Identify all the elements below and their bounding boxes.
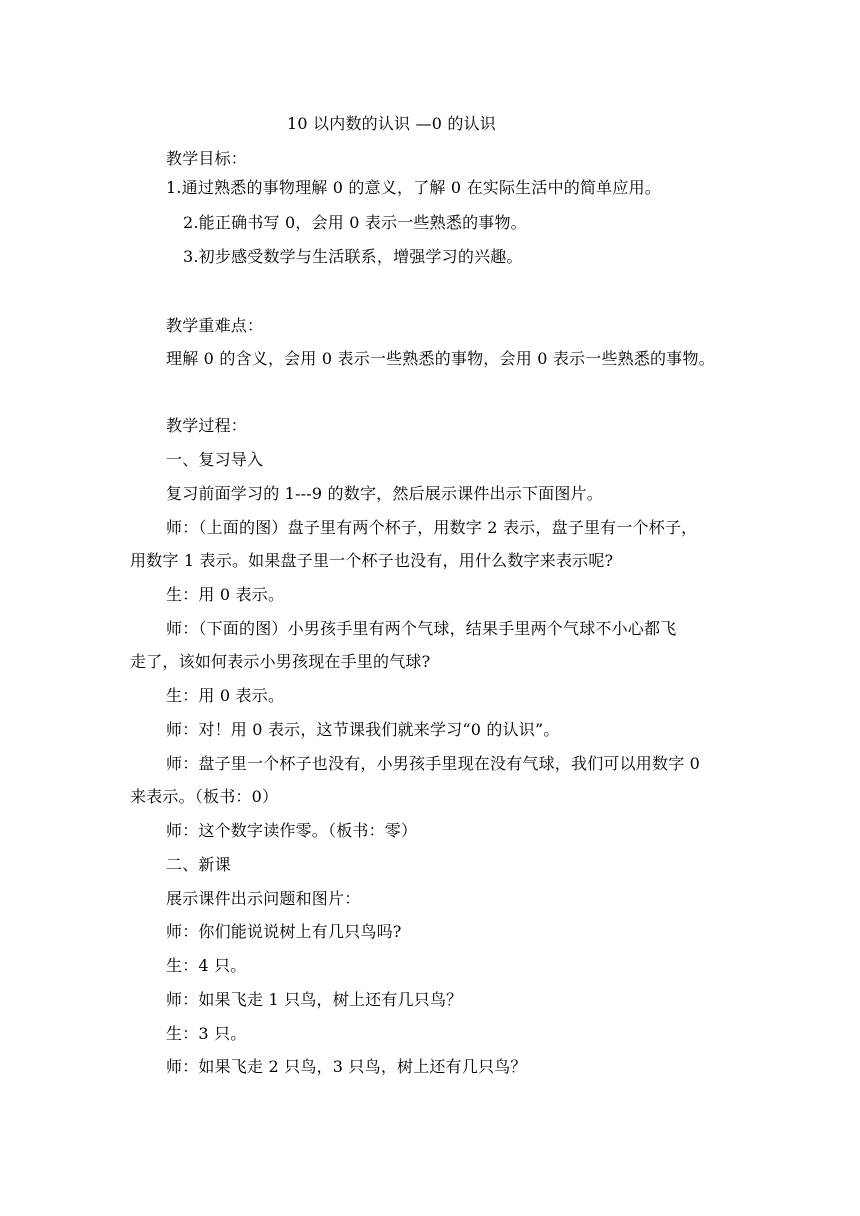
paragraph-line: 生：用 0 表示。: [166, 686, 285, 705]
paragraph-line: 师：如果飞走 1 只鸟，树上还有几只鸟？: [166, 990, 463, 1009]
paragraph-line: 师：你们能说说树上有几只鸟吗?: [166, 922, 402, 941]
objectives-heading: 教学目标：: [166, 149, 248, 168]
paragraph-line: 复习前面学习的 1---9 的数字，然后展示课件出示下面图片。: [166, 484, 603, 503]
paragraph-line: 展示课件出示问题和图片：: [166, 889, 361, 908]
paragraph-line: 生：4 只。: [166, 956, 247, 975]
section1-heading: 一、复习导入: [166, 450, 264, 469]
page-title: 10 以内数的认识 —0 的认识: [287, 114, 496, 133]
objective-item-2: 2.能正确书写 0，会用 0 表示一些熟悉的事物。: [183, 213, 527, 232]
paragraph-line: 来表示。（板书：0）: [130, 787, 279, 806]
paragraph-line: 生：用 0 表示。: [166, 585, 285, 604]
paragraph-line: 师：盘子里一个杯子也没有，小男孩手里现在没有气球，我们可以用数字 0: [166, 754, 701, 773]
paragraph-line: 师：这个数字读作零。（板书：零）: [166, 821, 418, 840]
paragraph-line: 生：3 只。: [166, 1024, 247, 1043]
key-points-text: 理解 0 的含义，会用 0 表示一些熟悉的事物，会用 0 表示一些熟悉的事物。: [166, 349, 715, 368]
paragraph-line: 走了，该如何表示小男孩现在手里的气球?: [130, 652, 431, 671]
objective-item-1: 1.通过熟悉的事物理解 0 的意义，了解 0 在实际生活中的简单应用。: [166, 178, 661, 197]
section2-heading: 二、新课: [166, 855, 231, 874]
process-heading: 教学过程：: [166, 416, 248, 435]
paragraph-line: 师：（上面的图）盘子里有两个杯子，用数字 2 表示，盘子里有一个杯子，: [166, 518, 698, 537]
paragraph-line: 师：对！用 0 表示，这节课我们就来学习“0 的认识”。: [166, 720, 560, 739]
paragraph-line: 师：如果飞走 2 只鸟，3 只鸟，树上还有几只鸟？: [166, 1057, 527, 1076]
key-points-heading: 教学重难点：: [166, 316, 264, 335]
paragraph-line: 师：（下面的图）小男孩手里有两个气球，结果手里两个气球不小心都飞: [166, 619, 677, 638]
paragraph-line: 用数字 1 表示。如果盘子里一个杯子也没有，用什么数字来表示呢?: [130, 551, 614, 570]
objective-item-3: 3.初步感受数学与生活联系，增强学习的兴趣。: [183, 247, 523, 266]
